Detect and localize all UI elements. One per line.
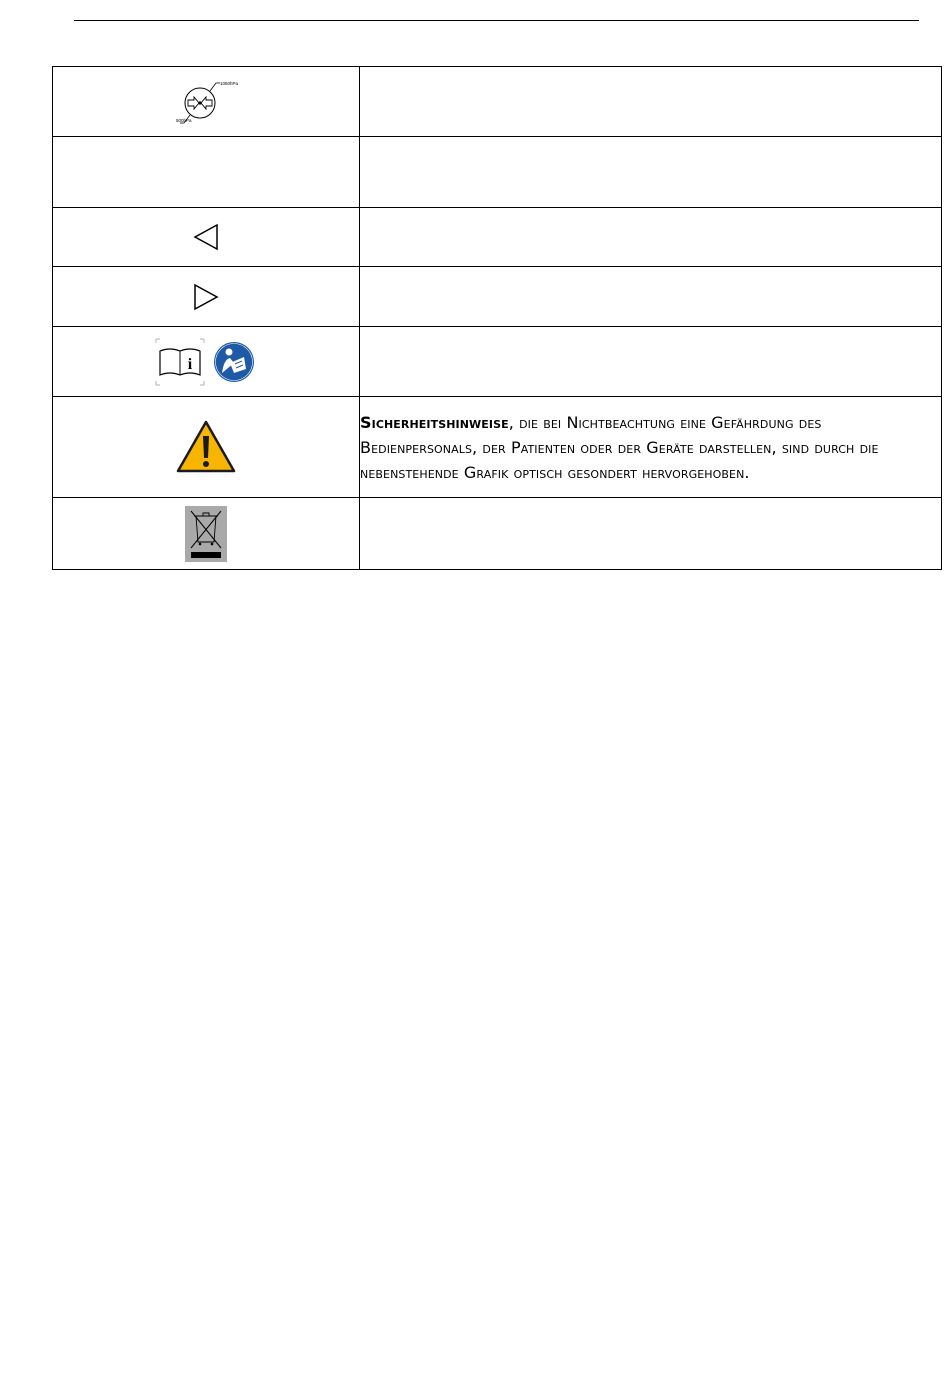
weee-disposal-icon (185, 506, 227, 562)
symbol-cell (53, 498, 360, 570)
symbol-cell (53, 67, 360, 137)
consult-instructions-icon (154, 337, 258, 387)
safety-notice-text (360, 410, 941, 485)
safety-notice-body: , die bei Nichtbeachtung eine Gefährdung des Bedienpersonals, der Patienten oder der Geräte darstellen, sind durch die nebenstehende Grafik optisch gesondert hervorgehoben. (360, 412, 879, 482)
table-row (53, 208, 942, 267)
pressure-lower-label: 500hPa (176, 117, 192, 123)
header-rule (74, 20, 919, 21)
table-row (53, 397, 942, 498)
description-cell (360, 397, 942, 498)
table-row (53, 498, 942, 570)
symbol-cell (53, 397, 360, 498)
safety-notice-lead: Sicherheitshinweise (360, 412, 509, 432)
description-cell (360, 137, 942, 208)
symbol-cell (53, 208, 360, 267)
svg-text:i: i (187, 355, 193, 373)
symbol-cell (53, 267, 360, 327)
description-cell (360, 67, 942, 137)
output-triangle-icon (192, 283, 220, 311)
symbol-cell (53, 137, 360, 208)
table-row (53, 137, 942, 208)
symbol-table (52, 66, 942, 570)
input-triangle-icon (192, 223, 220, 251)
symbol-cell (53, 327, 360, 397)
description-cell (360, 327, 942, 397)
pressure-upper-label: 1060hPa (220, 80, 239, 86)
table-row (53, 327, 942, 397)
table-row (53, 267, 942, 327)
table-row (53, 67, 942, 137)
description-cell (360, 267, 942, 327)
description-cell (360, 498, 942, 570)
warning-triangle-icon (176, 420, 236, 474)
atmospheric-pressure-limit-icon (176, 79, 239, 125)
description-cell (360, 208, 942, 267)
